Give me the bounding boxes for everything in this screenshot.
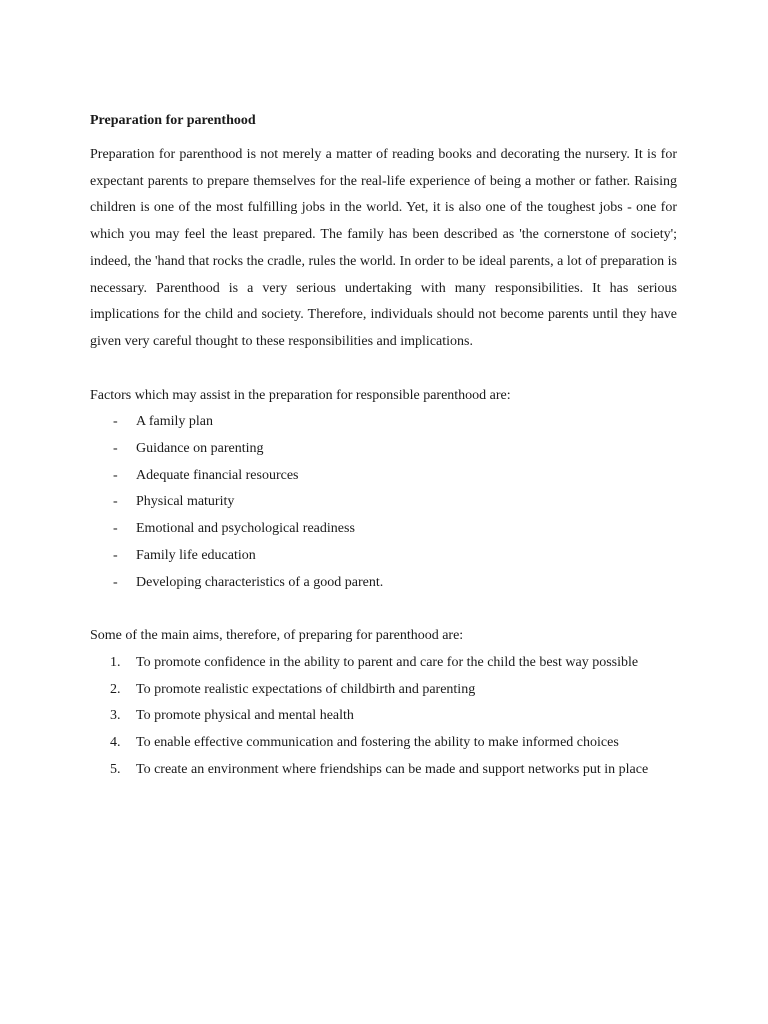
list-item-text: Family life education bbox=[136, 547, 256, 563]
document-page bbox=[90, 108, 677, 783]
list-item-text: To create an environment where friendships can be made and support networks put in place bbox=[136, 761, 649, 777]
paragraph-spacer bbox=[90, 356, 677, 383]
list-dash: - bbox=[113, 441, 118, 457]
list-dash: - bbox=[113, 494, 118, 510]
list-number: 5. bbox=[110, 761, 121, 777]
list-item bbox=[90, 516, 677, 543]
list-item bbox=[90, 703, 677, 730]
list-item bbox=[90, 730, 677, 757]
list-item bbox=[90, 409, 677, 436]
document-heading: Preparation for parenthood bbox=[90, 113, 256, 128]
list-dash: - bbox=[113, 547, 118, 563]
list-item bbox=[90, 463, 677, 490]
list-dash: - bbox=[113, 467, 118, 483]
list-item bbox=[90, 757, 677, 784]
intro-paragraph: Preparation for parenthood is not merely a matter of reading books and decorating the nursery. It is for expectant parents to prepare themselves for the real-life experience of being a mother or father. Raising children is one of the most fulfilling jobs in the world. Yet, it is also one of the toughest jobs - one for which you may feel the least prepared. The family has been described as 'the cornerstone of society'; indeed, the 'hand that rocks the cradle, rules the world. In order to be ideal parents, a lot of preparation is necessary. Parenthood is a very serious undertaking with many responsibilities. It has serious implications for the child and society. Therefore, individuals should not become parents until they have given very careful thought to these responsibilities and implications. bbox=[90, 147, 677, 349]
list-number: 1. bbox=[110, 654, 121, 670]
list-dash: - bbox=[113, 414, 118, 430]
list-item-text: Guidance on parenting bbox=[136, 441, 264, 457]
factors-intro: Factors which may assist in the preparation for responsible parenthood are: bbox=[90, 387, 511, 403]
list-item-text: To promote physical and mental health bbox=[136, 708, 354, 724]
factors-list bbox=[90, 409, 677, 596]
list-number: 2. bbox=[110, 681, 121, 697]
list-number: 4. bbox=[110, 735, 121, 751]
list-dash: - bbox=[113, 574, 118, 590]
list-dash: - bbox=[113, 521, 118, 537]
list-item-text: To promote confidence in the ability to parent and care for the child the best way possible bbox=[136, 654, 639, 670]
list-spacer bbox=[90, 596, 677, 623]
aims-intro: Some of the main aims, therefore, of preparing for parenthood are: bbox=[90, 628, 464, 644]
list-item-text: Developing characteristics of a good parent. bbox=[136, 574, 384, 590]
list-item bbox=[90, 543, 677, 570]
list-item bbox=[90, 570, 677, 597]
list-item-text: Adequate financial resources bbox=[136, 467, 299, 483]
list-item-text: A family plan bbox=[136, 414, 213, 430]
list-number: 3. bbox=[110, 708, 121, 724]
aims-list bbox=[90, 650, 677, 784]
list-item-text: Physical maturity bbox=[136, 494, 235, 510]
list-item-text: Emotional and psychological readiness bbox=[136, 521, 355, 537]
list-item-text: To enable effective communication and fostering the ability to make informed choices bbox=[136, 735, 619, 751]
list-item bbox=[90, 650, 677, 677]
list-item bbox=[90, 677, 677, 704]
list-item bbox=[90, 489, 677, 516]
list-item bbox=[90, 436, 677, 463]
list-item-text: To promote realistic expectations of childbirth and parenting bbox=[136, 681, 476, 697]
